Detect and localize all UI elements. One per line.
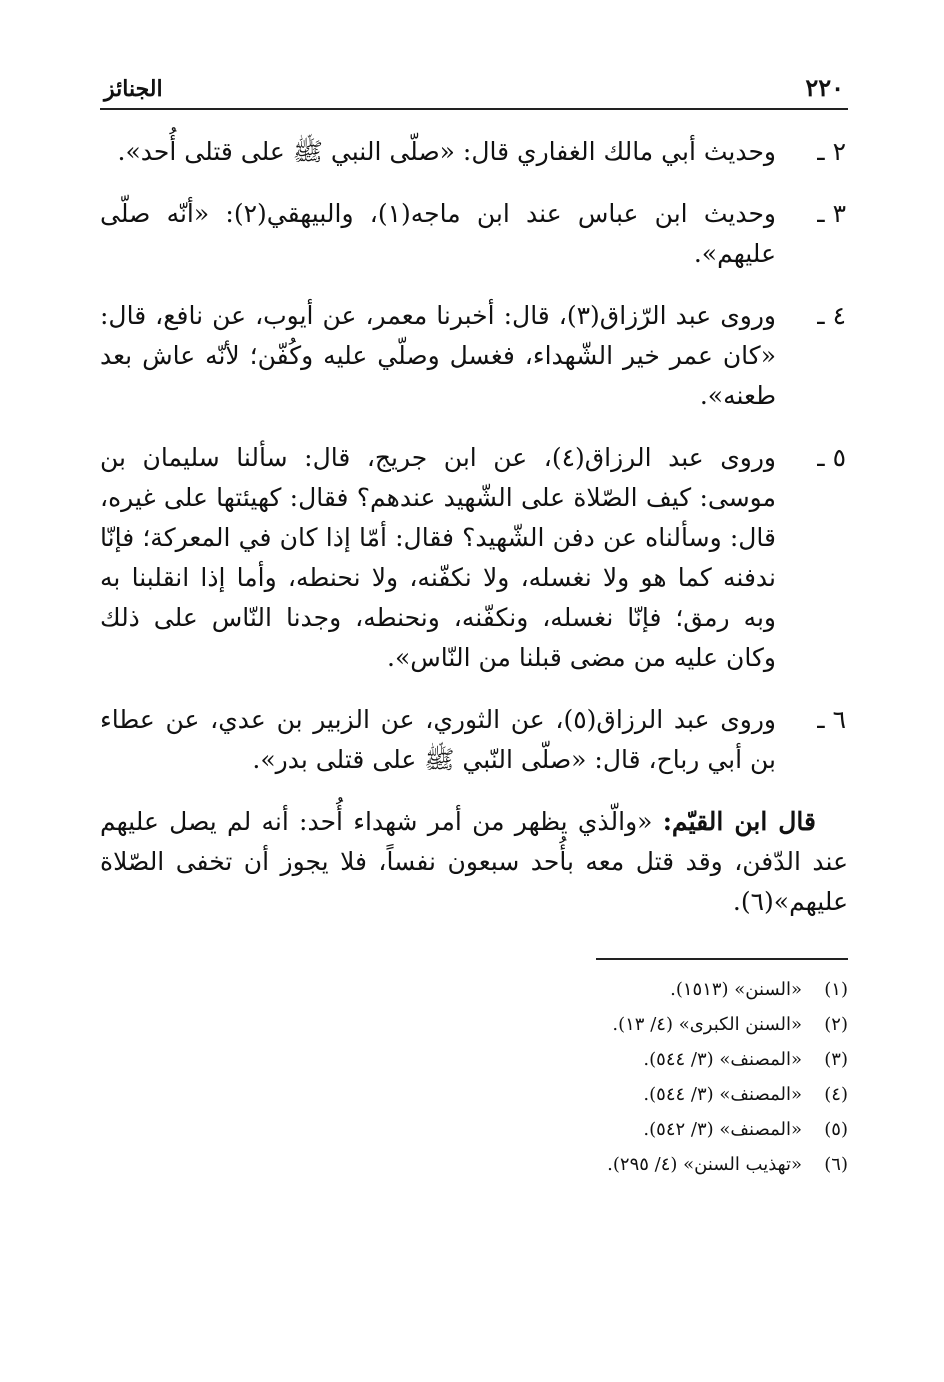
footnote <box>100 1042 848 1077</box>
footnote-text: «المصنف» (٣/ ٥٤٤). <box>643 1084 802 1105</box>
footnote <box>100 972 848 1007</box>
footnote-number: (٤) <box>824 1084 848 1105</box>
item-number: ٥ ـ <box>817 443 846 472</box>
item-number: ٢ ـ <box>817 137 846 166</box>
list-item <box>100 296 848 416</box>
running-title: الجنائز <box>104 76 163 102</box>
item-text: وحديث ابن عباس عند ابن ماجه(١)، والبيهقي(٢): «أنّه صلّى عليهم». <box>100 199 776 268</box>
footnote <box>100 1077 848 1112</box>
list-item <box>100 438 848 678</box>
footnote-divider <box>596 958 848 960</box>
footnote-text: «السنن» (١٥١٣). <box>670 979 802 1000</box>
footnote-text: «المصنف» (٣/ ٥٤٢). <box>643 1119 802 1140</box>
ibn-qayyim-quote <box>100 802 848 922</box>
footnote-number: (٢) <box>824 1014 848 1035</box>
item-text: وروى عبد الرزاق(٥)، عن الثوري، عن الزبير بن عدي، عن عطاء بن أبي رباح، قال: «صلّى النّبي ﷺ على قتلى بدر». <box>100 705 776 774</box>
item-text: وروى عبد الرّزاق(٣)، قال: أخبرنا معمر، عن أيوب، عن نافع، قال: «كان عمر خير الشّهداء، فغسل وصلّي عليه وكُفّن؛ لأنّه عاش بعد طعنه». <box>100 301 776 410</box>
footnote <box>100 1147 848 1182</box>
page-header <box>100 70 848 110</box>
list-item <box>100 194 848 274</box>
item-text: وحديث أبي مالك الغفاري قال: «صلّى النبي ﷺ على قتلى أُحد». <box>117 137 776 166</box>
page-number: ٢٢٠ <box>805 73 844 102</box>
item-number: ٣ ـ <box>817 199 846 228</box>
quote-speaker: قال ابن القيّم: <box>662 807 816 836</box>
footnote-text: «المصنف» (٣/ ٥٤٤). <box>643 1049 802 1070</box>
footnote-number: (١) <box>824 979 848 1000</box>
footnote-number: (٦) <box>824 1154 848 1175</box>
item-text: وروى عبد الرزاق(٤)، عن ابن جريج، قال: سألنا سليمان بن موسى: كيف الصّلاة على الشّهيد عندهم؟ فقال: كهيئتها على غيره، قال: وسألناه عن دفن الشّهيد؟ فقال: أمّا إذا كان في المعركة؛ فإنّا ندفنه كما هو ولا نغسله، ولا نكفّنه، ولا نحنطه، وأما إذا انقلبنا به وبه رمق؛ فإنّا نغسله، ونكفّنه، ونحنطه، وجدنا النّاس على ذلك وكان عليه من مضى قبلنا من النّاس». <box>100 443 776 672</box>
footnotes <box>100 972 848 1182</box>
book-page <box>100 70 848 1182</box>
quote-text: «والّذي يظهر من أمر شهداء أُحد: أنه لم يصل عليهم عند الدّفن، وقد قتل معه بأُحد سبعون نفساً، فلا يجوز أن تخفى الصّلاة عليهم»(٦). <box>100 807 848 916</box>
footnote-number: (٥) <box>824 1119 848 1140</box>
footnote <box>100 1007 848 1042</box>
footnote <box>100 1112 848 1147</box>
item-number: ٦ ـ <box>817 705 846 734</box>
footnote-text: «السنن الكبرى» (٤/ ١٣). <box>612 1014 802 1035</box>
item-number: ٤ ـ <box>817 301 846 330</box>
list-item <box>100 700 848 780</box>
numbered-list <box>100 132 848 780</box>
footnote-text: «تهذيب السنن» (٤/ ٢٩٥). <box>607 1154 802 1175</box>
list-item <box>100 132 848 172</box>
footnote-number: (٣) <box>824 1049 848 1070</box>
